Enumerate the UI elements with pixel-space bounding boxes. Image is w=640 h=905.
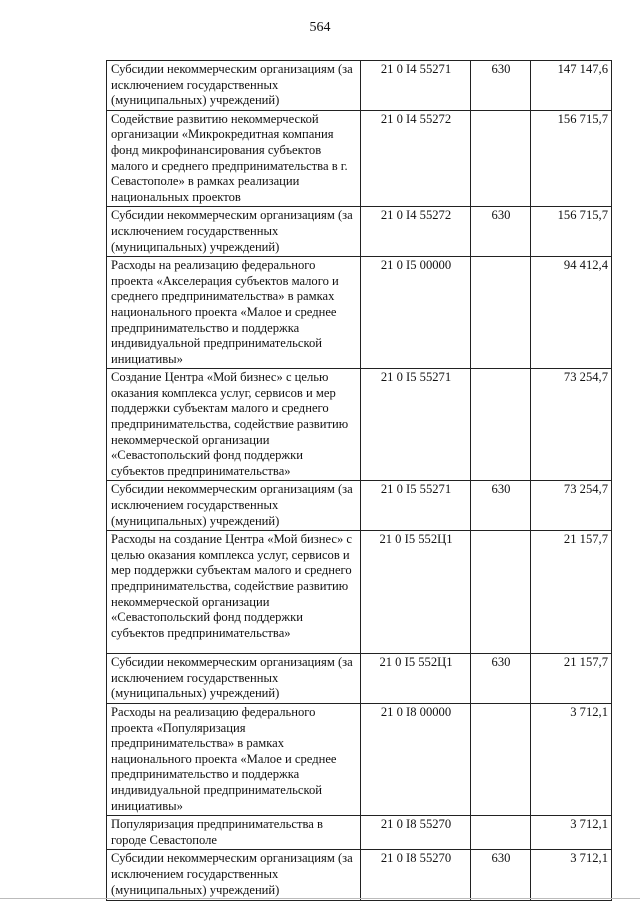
row-code-cell: 21 0 I5 552Ц1	[361, 654, 471, 704]
row-code-cell: 21 0 I5 00000	[361, 257, 471, 369]
row-expense-type-cell: 630	[471, 654, 531, 704]
row-expense-type-cell	[471, 704, 531, 816]
row-amount-cell: 73 254,7	[531, 481, 612, 531]
row-expense-type-cell: 630	[471, 207, 531, 257]
row-amount-cell: 94 412,4	[531, 257, 612, 369]
row-name-cell: Субсидии некоммерческим организациям (за исключением государственных (муниципальных) учреждений)	[107, 850, 361, 901]
budget-table-body	[107, 61, 612, 901]
table-row	[107, 110, 612, 207]
row-amount-cell: 21 157,7	[531, 654, 612, 704]
row-code-cell: 21 0 I4 55271	[361, 61, 471, 111]
page-bottom-rule	[0, 898, 640, 899]
row-code-cell: 21 0 I5 55271	[361, 481, 471, 531]
table-row	[107, 850, 612, 901]
row-expense-type-cell	[471, 110, 531, 207]
row-amount-cell: 3 712,1	[531, 704, 612, 816]
row-name-cell: Субсидии некоммерческим организациям (за исключением государственных (муниципальных) учреждений)	[107, 61, 361, 111]
row-code-cell: 21 0 I8 55270	[361, 850, 471, 901]
row-amount-cell: 156 715,7	[531, 207, 612, 257]
row-amount-cell: 147 147,6	[531, 61, 612, 111]
row-amount-cell: 3 712,1	[531, 850, 612, 901]
page-number: 564	[309, 20, 331, 35]
row-name-cell: Субсидии некоммерческим организациям (за исключением государственных (муниципальных) учреждений)	[107, 654, 361, 704]
row-name-cell: Популяризация предпринимательства в городе Севастополе	[107, 816, 361, 850]
table-row	[107, 531, 612, 654]
row-name-cell: Субсидии некоммерческим организациям (за исключением государственных (муниципальных) учреждений)	[107, 207, 361, 257]
row-name-cell: Субсидии некоммерческим организациям (за исключением государственных (муниципальных) учреждений)	[107, 481, 361, 531]
row-expense-type-cell	[471, 816, 531, 850]
row-expense-type-cell	[471, 369, 531, 481]
row-expense-type-cell: 630	[471, 850, 531, 901]
row-expense-type-cell	[471, 257, 531, 369]
budget-table	[106, 60, 612, 901]
row-amount-cell: 21 157,7	[531, 531, 612, 654]
row-name-cell: Содействие развитию некоммерческой организации «Микрокредитная компания фонд микрофинансирования субъектов малого и среднего предпринимательства в г. Севастополе» в рамках реализации национальных проектов	[107, 110, 361, 207]
table-row	[107, 61, 612, 111]
row-code-cell: 21 0 I8 00000	[361, 704, 471, 816]
row-expense-type-cell: 630	[471, 481, 531, 531]
row-expense-type-cell	[471, 531, 531, 654]
row-name-cell: Расходы на реализацию федерального проекта «Популяризация предпринимательства» в рамках национального проекта «Малое и среднее предпринимательство и поддержка индивидуальной предпринимательской инициативы»	[107, 704, 361, 816]
row-amount-cell: 156 715,7	[531, 110, 612, 207]
row-amount-cell: 73 254,7	[531, 369, 612, 481]
row-code-cell: 21 0 I4 55272	[361, 110, 471, 207]
table-row	[107, 207, 612, 257]
row-name-cell: Расходы на реализацию федерального проекта «Акселерация субъектов малого и среднего предпринимательства» в рамках национального проекта «Малое и среднее предпринимательство и поддержка индивидуальной предпринимательской инициативы»	[107, 257, 361, 369]
row-name-cell: Расходы на создание Центра «Мой бизнес» с целью оказания комплекса услуг, сервисов и мер поддержки субъектам малого и среднего предпринимательства, содействие развитию некоммерческой организации «Севастопольский фонд поддержки субъектов предпринимательства»	[107, 531, 361, 654]
row-code-cell: 21 0 I4 55272	[361, 207, 471, 257]
table-row	[107, 704, 612, 816]
table-row	[107, 654, 612, 704]
table-row	[107, 481, 612, 531]
row-code-cell: 21 0 I5 552Ц1	[361, 531, 471, 654]
table-row	[107, 816, 612, 850]
row-amount-cell: 3 712,1	[531, 816, 612, 850]
row-expense-type-cell: 630	[471, 61, 531, 111]
row-code-cell: 21 0 I8 55270	[361, 816, 471, 850]
row-code-cell: 21 0 I5 55271	[361, 369, 471, 481]
row-name-cell: Создание Центра «Мой бизнес» с целью оказания комплекса услуг, сервисов и мер поддержки субъектам малого и среднего предпринимательства, содействие развитию некоммерческой организации «Севастопольский фонд поддержки субъектов предпринимательства»	[107, 369, 361, 481]
table-row	[107, 369, 612, 481]
table-row	[107, 257, 612, 369]
